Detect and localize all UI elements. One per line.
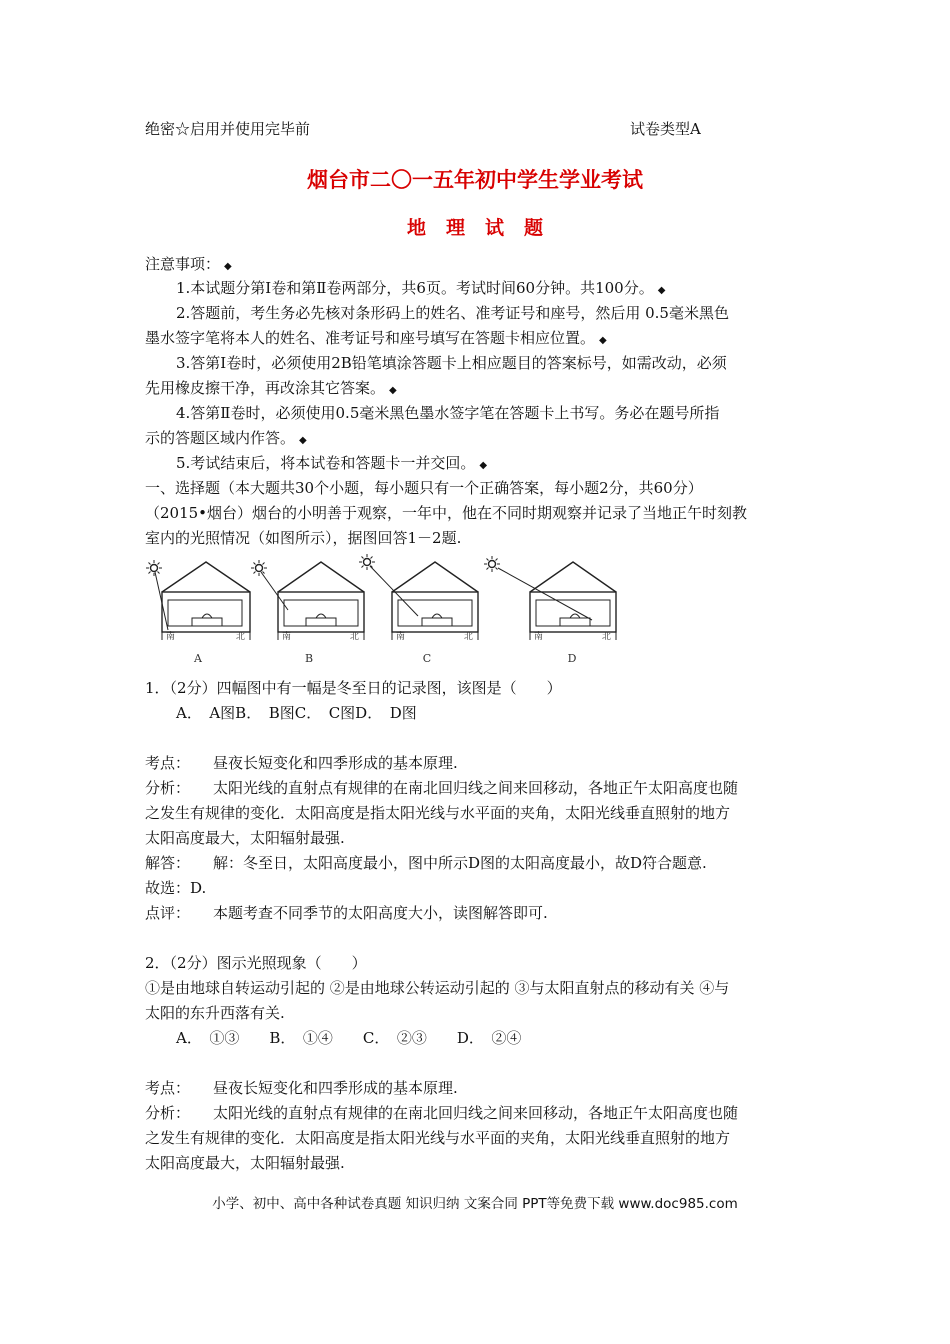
notes-heading: 注意事项： ◆ <box>145 255 232 273</box>
bullet-marker: ◆ <box>299 435 307 446</box>
exam-title: 烟台市二〇一五年初中学生学业考试 <box>307 167 643 192</box>
house-b <box>251 560 364 640</box>
north-label-a: 北 <box>236 632 246 642</box>
q1-kaodian: 昼夜长短变化和四季形成的基本原理. <box>213 754 458 772</box>
north-label-d: 北 <box>602 632 612 642</box>
bullet-marker: ◆ <box>224 261 232 272</box>
q1-fenxi-label: 分析： <box>145 779 191 797</box>
q2-fenxi-line-2: 之发生有规律的变化．太阳高度是指太阳光线与水平面的夹角，太阳光线垂直照射的地方 <box>145 1129 731 1147</box>
bullet-marker: ◆ <box>479 460 488 471</box>
q1-fenxi-line-3: 太阳高度最大，太阳辐射最强. <box>145 829 345 847</box>
note-item-2-cont: 墨水签字笔将本人的姓名、准考证号和座号填写在答题卡相应位置。 ◆ <box>145 329 607 347</box>
q1-dianping: 本题考查不同季节的太阳高度大小，读图解答即可. <box>213 904 548 922</box>
south-label-a: 南 <box>166 632 176 642</box>
figure-label-c: C <box>422 652 432 665</box>
figure-label-b: B <box>304 652 314 665</box>
q2-kaodian-label: 考点： <box>145 1079 191 1097</box>
q2-options: A． ①③ B． ①④ C． ②③ D． ②④ <box>176 1029 522 1047</box>
q2-body-line-2: 太阳的东升西落有关. <box>145 1004 285 1022</box>
note-item-3: 3.答第Ⅰ卷时，必须使用2B铅笔填涂答题卡上相应题目的答案标号，如需改动，必须 <box>176 354 727 372</box>
q2-fenxi-line-1: 太阳光线的直射点有规律的在南北回归线之间来回移动，各地正午太阳高度也随 <box>213 1104 739 1122</box>
north-label-b: 北 <box>350 632 360 642</box>
q1-fenxi-line-1: 太阳光线的直射点有规律的在南北回归线之间来回移动，各地正午太阳高度也随 <box>213 779 739 797</box>
q2-stem: 2．（2分）图示光照现象（ ） <box>145 954 367 972</box>
q1-kaodian-label: 考点： <box>145 754 191 772</box>
figure-label-a: A <box>194 652 202 665</box>
q2-fenxi-label: 分析： <box>145 1104 191 1122</box>
q1-dianping-label: 点评： <box>145 904 191 922</box>
house-d <box>484 556 616 640</box>
q2-body-line-1: ①是由地球自转运动引起的 ②是由地球公转运动引起的 ③与太阳直射点的移动有关 ④与 <box>145 979 730 997</box>
paper-type-label: 试卷类型A <box>630 120 701 138</box>
q1-fenxi-line-2: 之发生有规律的变化．太阳高度是指太阳光线与水平面的夹角，太阳光线垂直照射的地方 <box>145 804 731 822</box>
q2-kaodian: 昼夜长短变化和四季形成的基本原理. <box>213 1079 458 1097</box>
south-label-c: 南 <box>396 632 406 642</box>
bullet-marker: ◆ <box>657 285 666 296</box>
intro-line-1: （2015•烟台）烟台的小明善于观察，一年中，他在不同时期观察并记录了当地正午时刻教 <box>145 504 748 522</box>
q1-jieda-label: 解答： <box>145 854 191 872</box>
house-a <box>146 560 250 640</box>
section-heading: 一、选择题（本大题共30个小题，每小题只有一个正确答案，每小题2分，共60分） <box>145 479 703 497</box>
sunlight-classroom-figure <box>140 554 630 670</box>
note-item-1: 1.本试题分第Ⅰ卷和第Ⅱ卷两部分，共6页。考试时间60分钟。共100分。 ◆ <box>176 279 666 297</box>
note-item-5: 5.考试结束后，将本试卷和答题卡一并交回。 ◆ <box>176 454 488 472</box>
note-item-4-cont: 示的答题区域内作答。 ◆ <box>145 429 307 447</box>
south-label-b: 南 <box>282 632 292 642</box>
figure-label-d: D <box>567 652 577 665</box>
bullet-marker: ◆ <box>389 385 397 396</box>
bullet-marker: ◆ <box>599 335 607 346</box>
note-item-2: 2.答题前，考生务必先核对条形码上的姓名、准考证号和座号，然后用 0.5毫米黑色 <box>176 304 729 322</box>
note-item-4: 4.答第Ⅱ卷时，必须使用0.5毫米黑色墨水签字笔在答题卡上书写。务必在题号所指 <box>176 404 720 422</box>
intro-line-2: 室内的光照情况（如图所示），据图回答1－2题. <box>145 529 462 547</box>
confidential-label: 绝密☆启用并使用完毕前 <box>145 120 311 138</box>
exam-subtitle: 地理试题 <box>406 217 563 239</box>
south-label-d: 南 <box>534 632 544 642</box>
note-item-3-cont: 先用橡皮擦干净，再改涂其它答案。 ◆ <box>145 379 397 397</box>
q2-fenxi-line-3: 太阳高度最大，太阳辐射最强. <box>145 1154 345 1172</box>
q1-answer: 故选：D. <box>145 879 207 897</box>
house-c <box>359 554 478 640</box>
page-footer: 小学、初中、高中各种试卷真题 知识归纳 文案合同 PPT等免费下载 www.doc985.com <box>212 1196 738 1212</box>
q1-jieda: 解：冬至日，太阳高度最小，图中所示D图的太阳高度最小，故D符合题意. <box>213 854 707 872</box>
north-label-c: 北 <box>464 632 474 642</box>
q1-options: A． A图B． B图C． C图D． D图 <box>176 704 417 722</box>
q1-stem: 1．（2分）四幅图中有一幅是冬至日的记录图，该图是（ ） <box>145 679 562 697</box>
